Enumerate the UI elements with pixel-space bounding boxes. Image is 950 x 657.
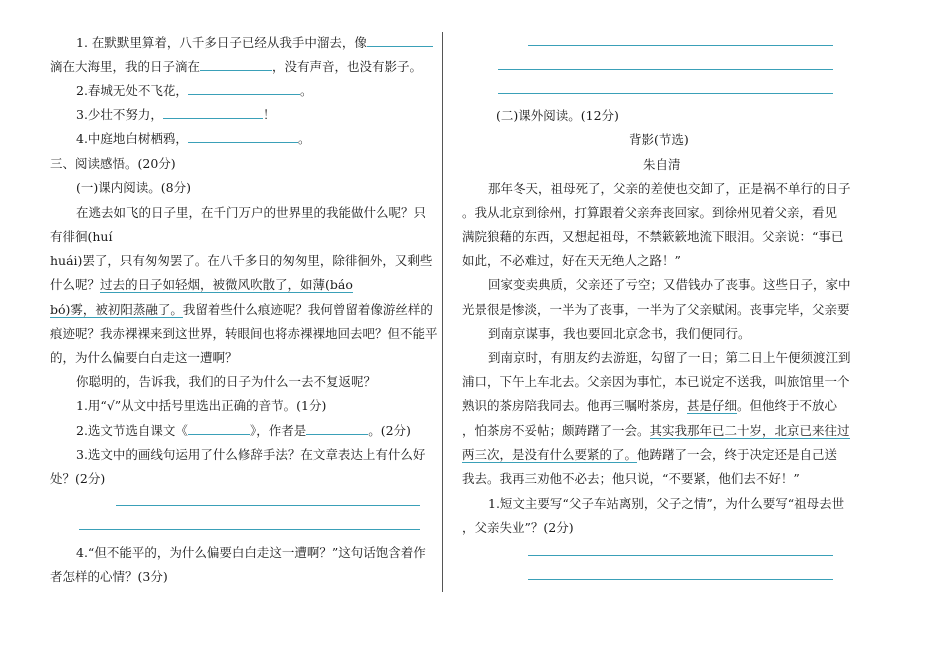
para-1-line-4: 如此，不必难过，好在天无绝人之路！” [462, 253, 681, 268]
para-3-line-4: ，怕茶房不妥帖；颇踌躇了一会。其实我那年已二十岁，北京已来往过 [462, 423, 850, 438]
article-author: 朱自清 [643, 157, 681, 172]
para-2-line-1: 回家变卖典质，父亲还了亏空；又借钱办了丧事。这些日子，家中 [488, 277, 851, 292]
question-3-line-1: 3.选文中的画线句运用了什么修辞手法？在文章表达上有什么好 [76, 447, 426, 462]
question-2: 2.选文节选自课文《 》，作者是 。(2分) [76, 423, 411, 438]
question-1: 1.用“√”从文中括号里选出正确的音节。(1分) [76, 398, 327, 413]
author-blank[interactable] [306, 422, 368, 435]
reading-question-1-line-2: ，父亲失业”？(2分) [462, 520, 574, 535]
q4-answer-line-1[interactable] [528, 45, 833, 46]
para-3-line-6: 我去。我再三劝他不必去；他只说，“不要紧，他们去不好！” [462, 471, 800, 486]
q3-answer-line-1[interactable] [116, 505, 420, 506]
para-1-line-3: 满院狼藉的东西，又想起祖母，不禁簌簌地流下眼泪。父亲说：“事已 [462, 229, 844, 244]
rq1-answer-line-2[interactable] [528, 579, 833, 580]
reading-question-1-line-1: 1.短文主要写“父子车站离别，父子之情”，为什么要写“祖母去世 [488, 496, 845, 511]
question-4-line-1: 4.“但不能平的，为什么偏要白白走这一遭啊？”这句话饱含着作 [76, 545, 426, 560]
q4-line: 4.中庭地白树栖鸦， 。 [76, 131, 311, 146]
sub-section-2-heading: (二)课外阅读。(12分) [496, 108, 619, 123]
q3-answer-line-2[interactable] [79, 529, 420, 530]
para-1-line-1: 那年冬天，祖母死了，父亲的差使也交卸了，正是祸不单行的日子 [488, 181, 851, 196]
lesson-title-blank[interactable] [188, 422, 250, 435]
underlined-sentence-a: 其实我那年已二十岁，北京已来往过 [649, 423, 850, 438]
q4-blank[interactable] [188, 130, 298, 143]
passage-line-7: 的，为什么偏要白白走这一遭啊？ [50, 350, 238, 365]
q1-blank-2[interactable] [200, 58, 272, 71]
underlined-sentence-b: 两三次，是没有什么要紧的了。 [462, 447, 638, 462]
para-3-line-2: 浦口，下午上车北去。父亲因为事忙，本已说定不送我，叫旅馆里一个 [462, 374, 850, 389]
para-3-line-5: 两三次，是没有什么要紧的了。他踌躇了一会，终于决定还是自己送 [462, 447, 838, 462]
section-3-heading: 三、阅读感悟。(20分) [50, 156, 176, 171]
para-3-line-1: 到南京时，有朋友约去游逛，勾留了一日；第二日上午便须渡江到 [488, 350, 851, 365]
article-title: 背影(节选) [629, 132, 689, 147]
para-2-line-2: 光景很是惨淡，一半为了丧事，一半为了父亲赋闲。丧事完毕，父亲要 [462, 302, 850, 317]
q1-line1: 1. 在默默里算着，八千多日子已经从我手中溜去，像 [76, 33, 433, 51]
q3-line: 3.少壮不努力， ！ [76, 107, 276, 122]
passage-line-3: huái)罢了，只有匆匆罢了。在八千多日的匆匆里，除徘徊外，又剩些 [50, 253, 433, 268]
passage-line-1: 在逃去如飞的日子里，在千门万户的世界里的我能做什么呢？只 [76, 205, 427, 220]
para-3-line-3: 熟识的茶房陪我同去。他再三嘱咐茶房，甚是仔细。但他终于不放心 [462, 398, 838, 413]
q1-blank-1[interactable] [367, 34, 433, 47]
passage-line-6: 痕迹呢？我赤裸裸来到这世界，转眼间也将赤裸裸地回去吧？但不能平 [50, 326, 438, 341]
underlined-phrase: 甚是仔细 [687, 398, 738, 413]
underlined-sentence-part-1: 过去的日子如轻烟，被微风吹散了，如薄(báo [100, 277, 353, 292]
rq1-answer-line-1[interactable] [528, 555, 833, 556]
para-2-line-3: 到南京谋事，我也要回北京念书，我们便同行。 [488, 326, 751, 341]
passage-line-5: bó)雾，被初阳蒸融了。我留着些什么痕迹呢？我何曾留着像游丝样的 [50, 302, 433, 317]
sub-section-1-heading: (一)课内阅读。(8分) [76, 180, 191, 195]
q1-line2: 滴在大海里，我的日子滴在 ，没有声音，也没有影子。 [50, 59, 423, 74]
question-3-line-2: 处？(2分) [50, 471, 106, 486]
passage-line-2: 有徘徊(huí [50, 229, 113, 244]
underlined-sentence-part-2: bó)雾，被初阳蒸融了。 [50, 302, 183, 317]
q2-blank[interactable] [188, 82, 300, 95]
para-1-line-2: 。我从北京到徐州，打算跟着父亲奔丧回家。到徐州见着父亲，看见 [462, 205, 838, 220]
passage-line-4: 什么呢？过去的日子如轻烟，被微风吹散了，如薄(báo [50, 277, 353, 292]
q3-blank[interactable] [163, 106, 263, 119]
q2-line: 2.春城无处不飞花， 。 [76, 83, 313, 98]
q4-answer-line-3[interactable] [498, 93, 833, 94]
q4-answer-line-2[interactable] [498, 69, 833, 70]
passage-line-8: 你聪明的，告诉我，我们的日子为什么一去不复返呢？ [76, 374, 377, 389]
question-4-line-2: 者怎样的心情？(3分) [50, 569, 168, 584]
column-divider [442, 32, 443, 592]
